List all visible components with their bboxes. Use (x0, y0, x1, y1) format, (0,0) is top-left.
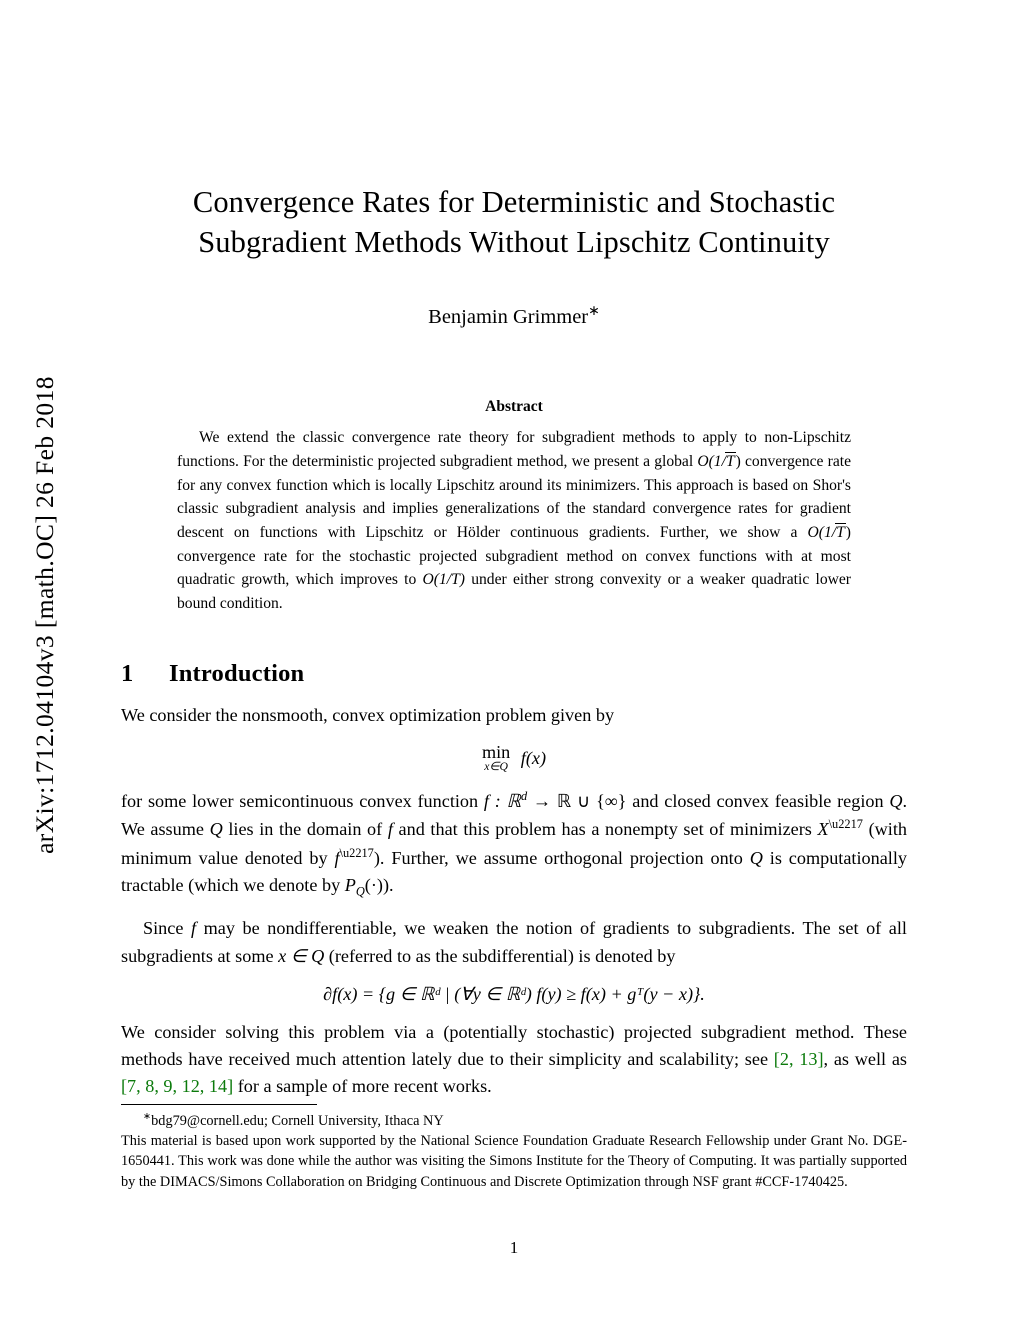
title-line-1: Convergence Rates for Deterministic and Stochastic (192, 185, 836, 219)
assumptions-fstar: f (334, 847, 340, 868)
equation-subdifferential-text: ∂f(x) = {g ∈ ℝᵈ | (∀y ∈ ℝᵈ) f(y) ≥ f(x) + gᵀ(y − x)}. (323, 983, 705, 1004)
subgrad-xinQ: x ∈ Q (278, 945, 325, 966)
subgrad-text-c: may be nondifferentiable, we weaken the notion of gradients to subgradients. The set of all subgradients at some (121, 918, 907, 966)
subgrad-f: f (190, 918, 197, 939)
related-text-b: , as well as (823, 1049, 907, 1070)
subgrad-text-e: (referred to as the subdifferential) is denoted by (324, 945, 676, 966)
related-text-c: for a sample of more recent works. (233, 1076, 492, 1097)
abstract-text-2: ) convergence rate for any convex function which is locally Lipschitz around its minimizers. This approach is based on Shor's classic subgradient analysis and implies generalizations of the standard convergence rates for gradient descent on functions with Lipschitz or Hölder continuous gradients. Further, we show a (177, 453, 852, 542)
assumptions-f-domain: f : ℝ (483, 791, 521, 812)
citation-link-1[interactable]: [2, 13] (773, 1049, 824, 1070)
assumptions-text-g: lies in the domain of (222, 819, 388, 840)
equation-subdifferential (121, 984, 907, 1005)
abstract-rate-3: O(1/T) (422, 571, 465, 589)
subgrad-text-a: Since (143, 918, 191, 939)
assumptions-projection: P (344, 875, 356, 896)
section-heading-introduction (121, 660, 907, 688)
equation-objective: f(x) (520, 747, 547, 768)
abstract-rate-2-sqrt: T (836, 524, 845, 542)
footnote-divider (121, 1104, 317, 1105)
assumptions-text-a: for some lower semicontinuous convex function (121, 791, 484, 812)
abstract-text-4: under either strong convexity or a weaker quadratic lower bound condition. (177, 571, 851, 613)
assumptions-f-1: f (387, 819, 393, 840)
abstract-heading: Abstract (485, 398, 543, 416)
related-text-a: We consider solving this problem via a (potentially stochastic) projected subgradient method. These methods have received much attention lately due to their simplicity and scalability; see (121, 1021, 907, 1070)
assumptions-text-c: → ℝ ∪ {∞} and closed convex feasible region (527, 791, 890, 812)
assumptions-text-o: is computationally tractable (which we denote by (121, 847, 907, 896)
equation-min-operator: min x∈Q (481, 742, 511, 774)
author-footnote-marker: ∗ (588, 303, 600, 319)
paragraph-related-work (121, 1019, 907, 1101)
footnote-contact-line (121, 1110, 907, 1131)
assumptions-Xstar: X (817, 819, 829, 840)
author-line (121, 303, 907, 329)
arxiv-identifier-stamp: arXiv:1712.04104v3 [math.OC] 26 Feb 2018 (30, 376, 59, 854)
page-title (121, 182, 907, 263)
page-number: 1 (509, 1238, 519, 1257)
equation-min-problem (121, 743, 907, 773)
assumptions-Q-1: Q (889, 791, 903, 812)
abstract-body (177, 426, 851, 616)
title-line-2: Subgradient Methods Without Lipschitz Continuity (198, 225, 830, 260)
assumptions-text-i: and that this problem has a nonempty set of minimizers (392, 819, 818, 840)
abstract-text-3: ) convergence rate for the stochastic projected subgradient method on convex functions with at most quadratic growth, which improves to (177, 524, 851, 589)
abstract-rate-2: O(1/ (807, 524, 837, 542)
paper-page (121, 0, 907, 1325)
author-name: Benjamin Grimmer (428, 305, 589, 328)
abstract-rate-1: O(1/ (697, 453, 726, 471)
footnote-funding-text: This material is based upon work supported by the National Science Foundation Graduate Research Fellowship under Grant No. DGE-1650441. This work was done while the author was visiting the Simons Institute for the Theory of Computing. It was partially supported by the DIMACS/Simons Collaboration on Bridging Continuous and Discrete Optimization through NSF grant #CCF-1740425. (121, 1133, 907, 1190)
paragraph-assumptions: for some lower semicontinuous convex function f : ℝ$^d$ → ℝ ∪ {∞} and closed convex feasible region Q. We assume Q lies in the domain of f and that this problem has a nonempty set of minimizers $X^{\backslash u2217}$ (with minimum value denoted by $f^{\backslash u2217}$). Further, we assume orthogonal projection onto Q is computationally tractable (which we denote by $P_Q(\cdot)$). (121, 788, 908, 899)
citation-link-2[interactable]: [7, 8, 9, 12, 14] (121, 1076, 234, 1097)
assumptions-Q-2: Q (209, 819, 223, 840)
assumptions-text-e: . We assume (121, 791, 908, 840)
section-number: 1 (121, 659, 134, 687)
abstract-rate-1-sqrt: T (725, 453, 735, 471)
assumptions-text-q: (·)). (364, 875, 394, 896)
footnote-block (121, 1110, 907, 1192)
paragraph-problem-intro: We consider the nonsmooth, convex optimization problem given by (121, 704, 615, 725)
paragraph-subgradients (121, 915, 907, 970)
assumptions-text-m: ). Further, we assume orthogonal projection onto (373, 847, 750, 868)
abstract-text-1: We extend the classic convergence rate theory for subgradient methods to apply to non-Lipschitz functions. For the deterministic projected subgradient method, we present a global (177, 429, 851, 471)
assumptions-Q-3: Q (749, 847, 763, 868)
assumptions-text-k: (with minimum value denoted by (121, 819, 907, 868)
section-title: Introduction (169, 659, 305, 687)
footnote-contact-text: bdg79@cornell.edu; Cornell University, Ithaca NY (151, 1112, 444, 1129)
footnote-marker: ∗ (143, 1111, 152, 1122)
